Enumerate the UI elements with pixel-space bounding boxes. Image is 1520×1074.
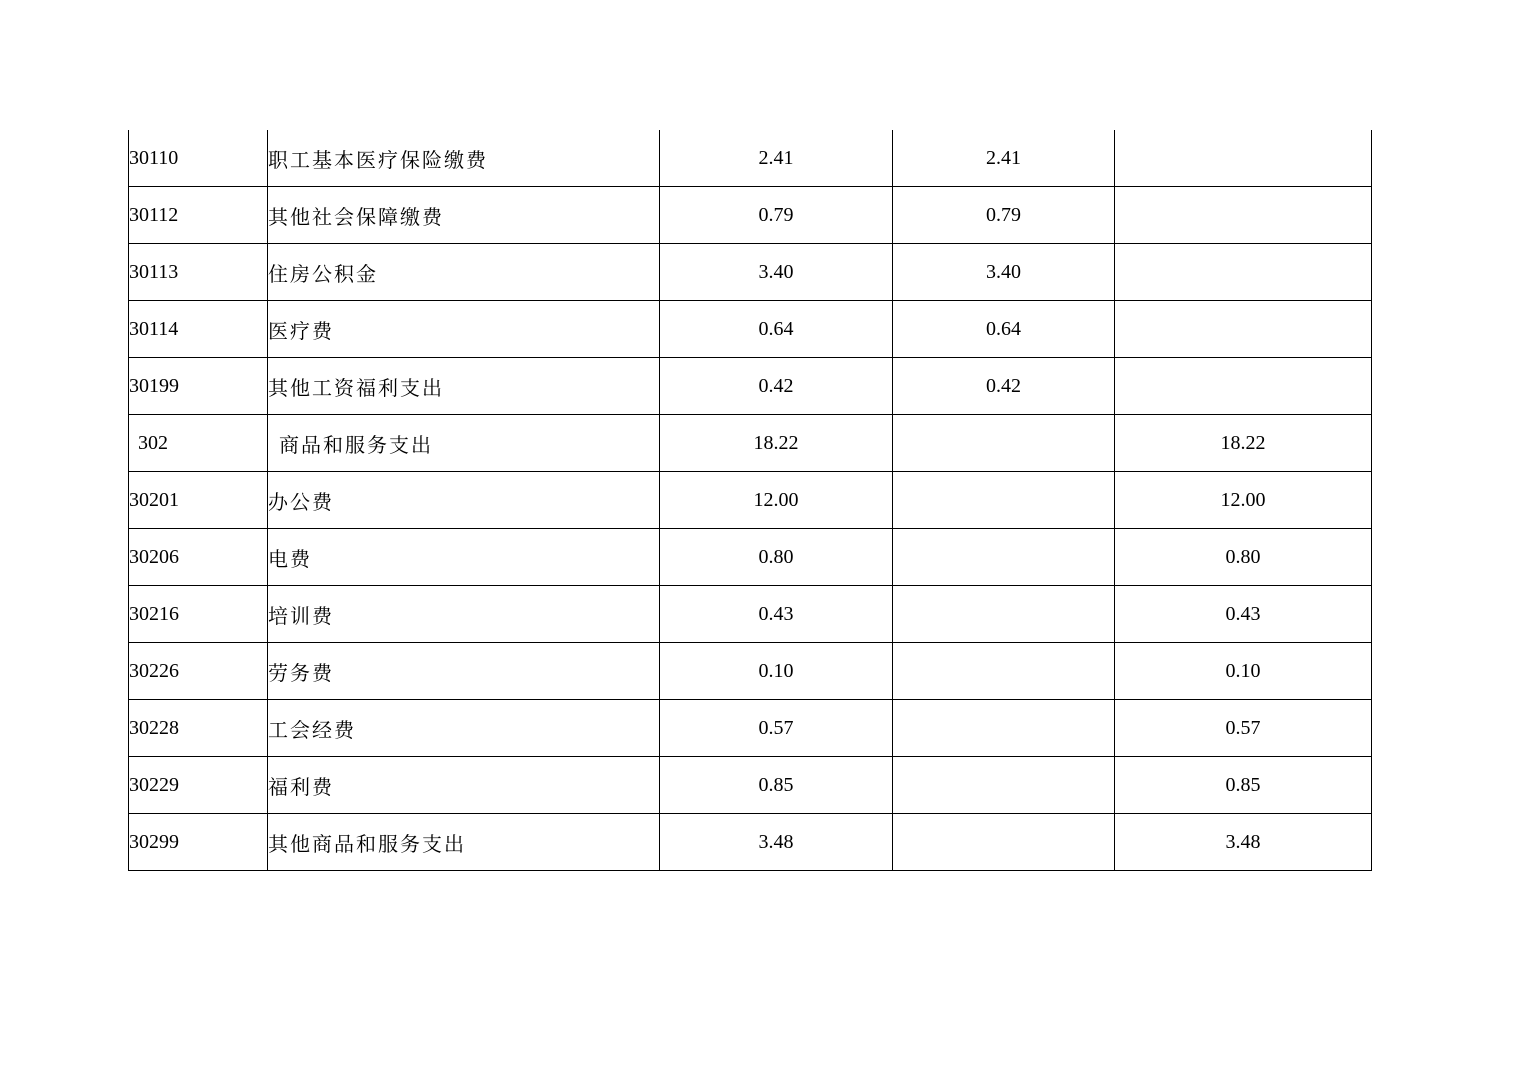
cell-total: 0.80 — [660, 529, 893, 586]
cell-basic: 2.41 — [893, 130, 1115, 187]
cell-basic — [893, 415, 1115, 472]
cell-total: 0.79 — [660, 187, 893, 244]
cell-code: 30201 — [129, 472, 268, 529]
cell-name: 劳务费 — [268, 643, 660, 700]
cell-name: 福利费 — [268, 757, 660, 814]
cell-name: 商品和服务支出 — [268, 415, 660, 472]
cell-code: 30228 — [129, 700, 268, 757]
cell-basic — [893, 586, 1115, 643]
cell-name: 工会经费 — [268, 700, 660, 757]
cell-project: 18.22 — [1115, 415, 1372, 472]
cell-total: 3.48 — [660, 814, 893, 871]
cell-code: 30112 — [129, 187, 268, 244]
cell-name: 电费 — [268, 529, 660, 586]
table-row-category — [129, 415, 1372, 472]
table-row — [129, 301, 1372, 358]
cell-total: 0.43 — [660, 586, 893, 643]
table-row — [129, 244, 1372, 301]
cell-basic — [893, 814, 1115, 871]
table-row — [129, 814, 1372, 871]
cell-name: 办公费 — [268, 472, 660, 529]
cell-total: 18.22 — [660, 415, 893, 472]
cell-basic: 0.42 — [893, 358, 1115, 415]
cell-project: 0.10 — [1115, 643, 1372, 700]
cell-total: 0.57 — [660, 700, 893, 757]
cell-project — [1115, 244, 1372, 301]
table-row — [129, 130, 1372, 187]
cell-basic — [893, 643, 1115, 700]
cell-project — [1115, 301, 1372, 358]
cell-code: 30113 — [129, 244, 268, 301]
cell-basic: 3.40 — [893, 244, 1115, 301]
cell-code: 302 — [129, 415, 268, 472]
cell-total: 0.64 — [660, 301, 893, 358]
cell-code: 30206 — [129, 529, 268, 586]
cell-project — [1115, 358, 1372, 415]
cell-code: 30110 — [129, 130, 268, 187]
cell-code: 30229 — [129, 757, 268, 814]
cell-total: 0.10 — [660, 643, 893, 700]
cell-basic: 0.79 — [893, 187, 1115, 244]
cell-code: 30199 — [129, 358, 268, 415]
cell-name: 职工基本医疗保险缴费 — [268, 130, 660, 187]
cell-project: 0.43 — [1115, 586, 1372, 643]
cell-name: 培训费 — [268, 586, 660, 643]
table-row — [129, 529, 1372, 586]
cell-total: 12.00 — [660, 472, 893, 529]
cell-basic — [893, 700, 1115, 757]
table-body — [129, 130, 1372, 871]
cell-project: 3.48 — [1115, 814, 1372, 871]
cell-project — [1115, 187, 1372, 244]
cell-code: 30216 — [129, 586, 268, 643]
cell-project: 0.85 — [1115, 757, 1372, 814]
cell-code: 30114 — [129, 301, 268, 358]
cell-basic — [893, 472, 1115, 529]
cell-basic — [893, 529, 1115, 586]
cell-name: 其他商品和服务支出 — [268, 814, 660, 871]
table-row — [129, 358, 1372, 415]
cell-basic: 0.64 — [893, 301, 1115, 358]
cell-code: 30299 — [129, 814, 268, 871]
cell-total: 0.85 — [660, 757, 893, 814]
table-row — [129, 700, 1372, 757]
cell-name: 住房公积金 — [268, 244, 660, 301]
cell-project: 12.00 — [1115, 472, 1372, 529]
cell-name: 其他工资福利支出 — [268, 358, 660, 415]
table-row — [129, 586, 1372, 643]
cell-name: 其他社会保障缴费 — [268, 187, 660, 244]
table-row — [129, 187, 1372, 244]
cell-project — [1115, 130, 1372, 187]
cell-project: 0.80 — [1115, 529, 1372, 586]
expenditure-table — [128, 130, 1372, 871]
table-row — [129, 757, 1372, 814]
cell-name: 医疗费 — [268, 301, 660, 358]
cell-code: 30226 — [129, 643, 268, 700]
cell-total: 0.42 — [660, 358, 893, 415]
table-row — [129, 472, 1372, 529]
table-row — [129, 643, 1372, 700]
cell-total: 2.41 — [660, 130, 893, 187]
cell-basic — [893, 757, 1115, 814]
cell-project: 0.57 — [1115, 700, 1372, 757]
cell-total: 3.40 — [660, 244, 893, 301]
